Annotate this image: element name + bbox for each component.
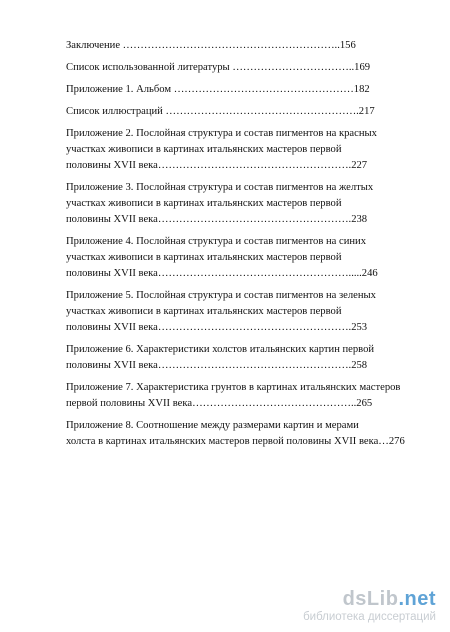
toc-line: Приложение 1. Альбом ……………………………………………182 — [66, 84, 370, 95]
logo-main: dsLib — [342, 588, 399, 610]
toc-line: половины XVII века……………………………………………….253 — [66, 322, 368, 333]
toc-entry-appendix-1[interactable] — [66, 82, 410, 98]
toc-entry-appendix-3[interactable] — [66, 180, 410, 228]
toc-line: участках живописи в картинах итальянских мастеров первой — [66, 252, 342, 263]
toc-line: Список иллюстраций ……………………………………………….217 — [66, 106, 375, 117]
toc-line: Приложение 5. Послойная структура и состав пигментов на зеленых — [66, 290, 376, 301]
toc-entry-appendix-5[interactable] — [66, 288, 410, 336]
toc-line: холста в картинах итальянских мастеров первой половины XVII века…276 — [66, 436, 405, 447]
toc-line: Заключение ……………………………………………………..156 — [66, 40, 356, 51]
toc-entry-appendix-4[interactable] — [66, 234, 410, 282]
toc-line: участках живописи в картинах итальянских мастеров первой — [66, 144, 342, 155]
toc-entry-appendix-2[interactable] — [66, 126, 410, 174]
dslib-watermark — [303, 588, 436, 624]
dslib-logo — [303, 588, 436, 610]
toc-line: половины XVII века……………………………………………….227 — [66, 160, 368, 171]
toc-line: Приложение 7. Характеристика грунтов в картинах итальянских мастеров — [66, 382, 401, 393]
table-of-contents — [66, 38, 410, 456]
toc-line: половины XVII века……………………………………………….238 — [66, 214, 368, 225]
toc-line: участках живописи в картинах итальянских мастеров первой — [66, 306, 342, 317]
toc-entry-appendix-7[interactable] — [66, 380, 410, 412]
toc-line: Список использованной литературы ……………………………..169 — [66, 62, 371, 73]
toc-line: Приложение 4. Послойная структура и состав пигментов на синих — [66, 236, 366, 247]
watermark-subtitle: библиотека диссертаций — [303, 611, 436, 623]
toc-entry-references[interactable] — [66, 60, 410, 76]
toc-line: Приложение 8. Соотношение между размерами картин и мерами — [66, 420, 359, 431]
toc-entry-illustrations[interactable] — [66, 104, 410, 120]
toc-line: Приложение 3. Послойная структура и состав пигментов на желтых — [66, 182, 374, 193]
toc-line: Приложение 2. Послойная структура и состав пигментов на красных — [66, 128, 377, 139]
toc-line: половины XVII века……………………………………………….....246 — [66, 268, 378, 279]
toc-line: половины XVII века……………………………………………….258 — [66, 360, 368, 371]
toc-entry-appendix-8[interactable] — [66, 418, 410, 450]
toc-line: участках живописи в картинах итальянских мастеров первой — [66, 198, 342, 209]
toc-entry-appendix-6[interactable] — [66, 342, 410, 374]
toc-line: Приложение 6. Характеристики холстов итальянских картин первой — [66, 344, 375, 355]
toc-line: первой половины XVII века………………………………………..265 — [66, 398, 373, 409]
toc-entry-conclusion[interactable] — [66, 38, 410, 54]
logo-accent: .net — [398, 588, 436, 610]
